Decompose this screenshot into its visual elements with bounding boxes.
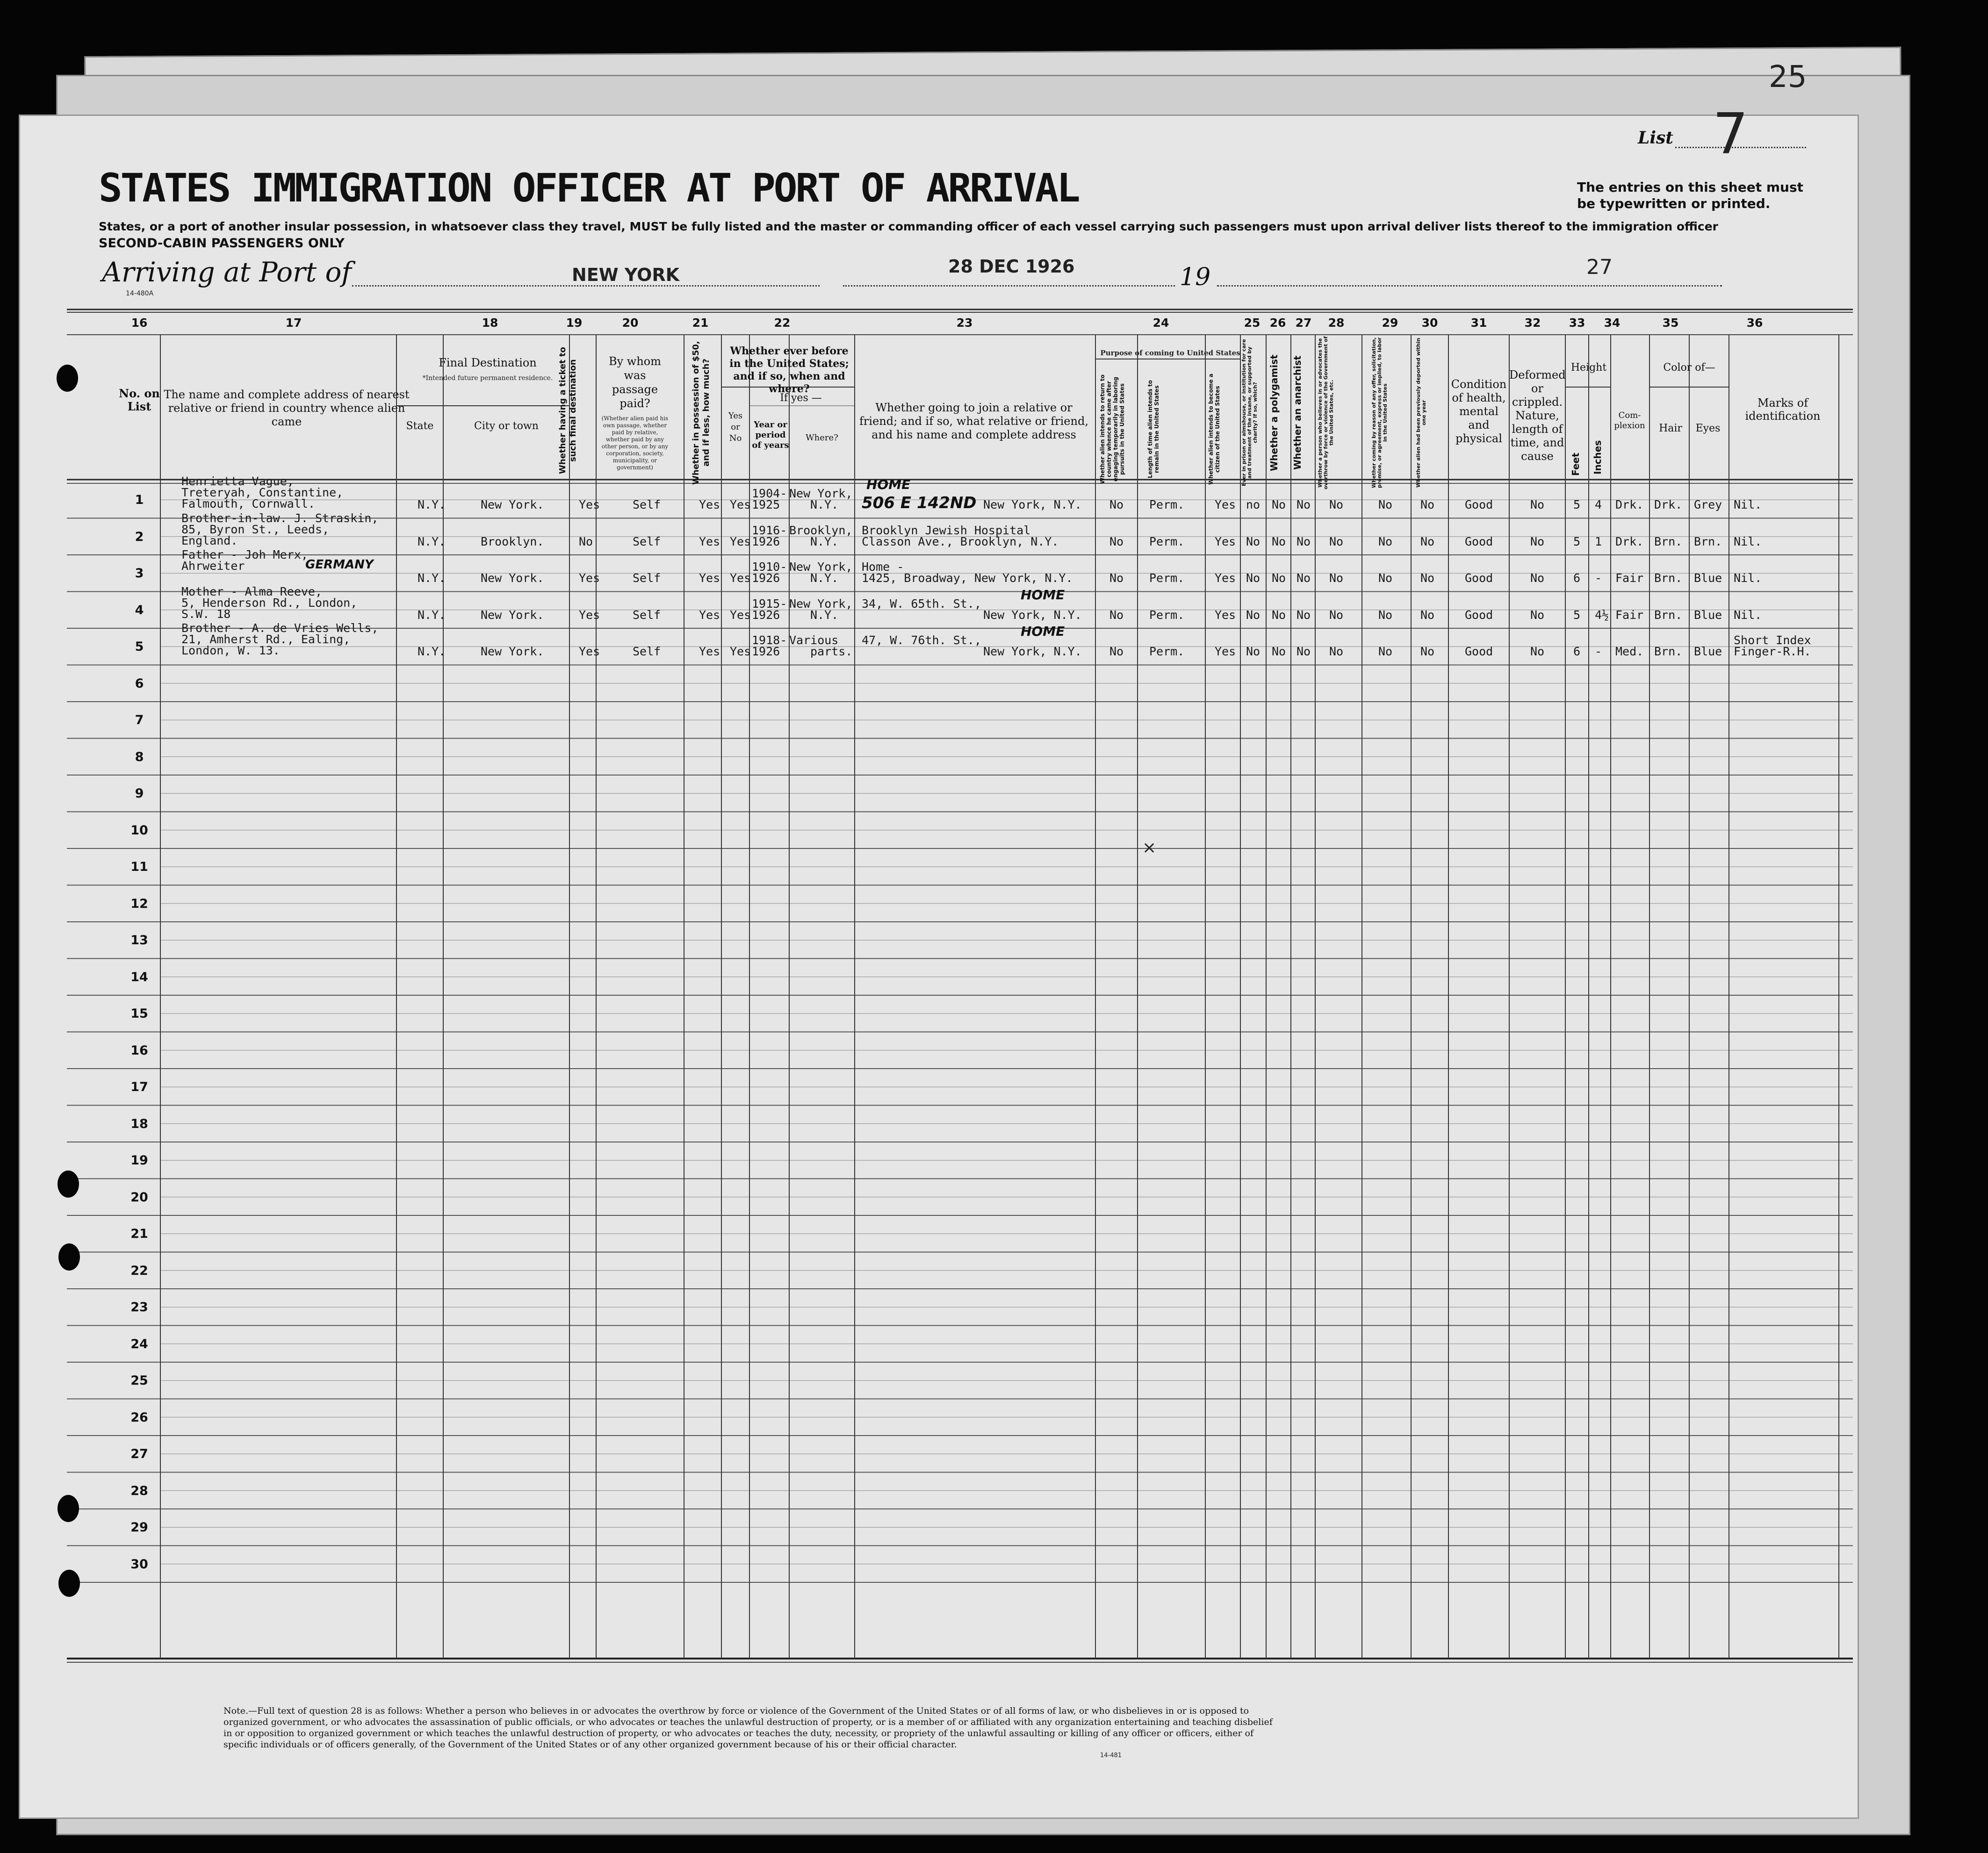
header-purpose-a: Whether alien intends to return to country whence he came after engaging temporarily in laboring pursuits in the United States (1099, 374, 1125, 484)
list-label: List (1638, 128, 1673, 148)
eyes-cell: Blue (1694, 571, 1722, 585)
health-cell: Good (1465, 571, 1493, 585)
column-number: 19 (566, 316, 583, 330)
column-number: 29 (1382, 316, 1398, 330)
coming-reason-cell: No (1378, 498, 1393, 511)
where-cell: Brooklyn, (789, 523, 853, 537)
column-number: 32 (1524, 316, 1541, 330)
years-cell: 1926 (752, 608, 780, 622)
complexion-cell: Drk. (1615, 534, 1644, 548)
column-number: 24 (1152, 316, 1169, 330)
relative-address: 21, Amherst Rd., Ealing, (181, 632, 351, 646)
deformed-cell: No (1530, 534, 1545, 548)
header-overthrow: Whether a person who believes in or advocates the overthrow by force or violence of the Government of the United States, etc. (1317, 336, 1334, 489)
eyes-cell: Blue (1694, 645, 1722, 658)
feet-cell: 6 (1573, 571, 1581, 585)
row-number: 8 (135, 749, 144, 764)
years-cell: 1925 (752, 498, 780, 511)
purpose-return-cell: No (1109, 498, 1124, 511)
ticket-cell: No (579, 534, 593, 548)
overthrow-cell: No (1329, 608, 1344, 622)
anarchist-cell: No (1297, 571, 1311, 585)
where-cell: Various (789, 633, 839, 647)
column-number: 26 (1269, 316, 1286, 330)
row-number: 14 (130, 970, 148, 984)
prison-cell: No (1246, 534, 1261, 548)
ticket-cell: Yes (579, 571, 600, 585)
prison-cell: No (1246, 645, 1261, 658)
column-number: 28 (1328, 316, 1345, 330)
eyes-cell: Grey (1694, 498, 1722, 511)
deported-cell: No (1420, 498, 1435, 511)
overthrow-cell: No (1329, 534, 1344, 548)
polygamist-cell: No (1272, 608, 1286, 622)
relative-address: Falmouth, Cornwall. (181, 497, 315, 510)
deformed-cell: No (1530, 645, 1545, 658)
relative-name: Brother - A. de Vries Wells, (181, 621, 379, 635)
row-number: 17 (130, 1080, 148, 1094)
purpose-length-cell: Perm. (1149, 498, 1185, 511)
relative-address: S.W. 18 (181, 607, 231, 621)
joining-handwritten-address: 506 E 142ND (862, 494, 977, 512)
header-marks: Marks of identification (1745, 396, 1821, 423)
footnote-form-number: 14-481 (1100, 1752, 1122, 1759)
overthrow-cell: No (1329, 498, 1344, 511)
relative-address: 85, Byron St., Leeds, (181, 522, 330, 536)
row-number: 23 (130, 1300, 148, 1314)
years-cell: 1926 (752, 571, 780, 585)
state-cell: N.Y. (418, 498, 446, 511)
polygamist-cell: No (1272, 498, 1286, 511)
header-anarchist: Whether an anarchist (1292, 355, 1303, 470)
row-number: 26 (130, 1410, 148, 1425)
arriving-label: Arriving at Port of (102, 256, 352, 288)
row-number: 21 (130, 1227, 148, 1241)
header-passage-paid-note: (Whether alien paid his own passage, whether paid by relative, whether paid by any other person, or by any corporation, society, municipality, or government) (601, 415, 669, 471)
inches-cell: 4 (1595, 498, 1602, 511)
row-number: 20 (130, 1190, 148, 1205)
ever-before-cell: Yes (730, 608, 751, 622)
date-underline (843, 285, 1175, 287)
money-cell: Yes (699, 645, 720, 658)
year-underline (1217, 285, 1722, 287)
header-purpose: Purpose of coming to United States (1100, 349, 1240, 357)
joining-address: Brooklyn Jewish Hospital (862, 523, 1031, 537)
row-number: 7 (135, 713, 144, 727)
joining-address: Classon Ave., Brooklyn, N.Y. (862, 534, 1059, 548)
header-prison: Ever in prison or almshouse, or institution for care and treatment of the insane, or supported by charity? If so, which? (1241, 339, 1258, 487)
health-cell: Good (1465, 498, 1493, 511)
purpose-citizen-cell: Yes (1215, 571, 1236, 585)
feet-cell: 5 (1573, 498, 1581, 511)
header-feet: Feet (1570, 452, 1581, 476)
relative-address: England. (181, 533, 238, 547)
coming-reason-cell: No (1378, 645, 1393, 658)
polygamist-cell: No (1272, 534, 1286, 548)
money-cell: Yes (699, 571, 720, 585)
joining-address: Home - (862, 560, 904, 574)
binding-hole (58, 1495, 79, 1522)
column-number: 23 (956, 316, 973, 330)
anarchist-cell: No (1297, 498, 1311, 511)
column-number: 17 (285, 316, 302, 330)
state-cell: N.Y. (418, 571, 446, 585)
where-cell: New York, (789, 596, 853, 610)
binding-hole (58, 1243, 80, 1271)
polygamist-cell: No (1272, 571, 1286, 585)
header-deformed: Deformed or crippled. Nature, length of time, and cause (1509, 368, 1566, 463)
port-name: NEW YORK (572, 265, 680, 285)
row-number: 3 (135, 566, 144, 581)
city-cell: New York. (481, 645, 544, 658)
binding-hole (57, 365, 78, 392)
money-cell: Yes (699, 608, 720, 622)
relative-name: Father - Joh Merx, (181, 548, 308, 561)
passage-paid-cell: Self (633, 534, 661, 548)
row-number: 11 (130, 860, 148, 874)
hair-cell: Brn. (1654, 645, 1683, 658)
row-number: 5 (135, 639, 144, 654)
years-cell: 1926 (752, 534, 780, 548)
years-cell: 1910- (752, 560, 787, 574)
header-deported: Whether alien had been previously deported within one year (1415, 338, 1427, 488)
hair-cell: Brn. (1654, 534, 1683, 548)
row-number: 22 (130, 1263, 148, 1278)
marks-cell: Nil. (1734, 571, 1762, 585)
polygamist-cell: No (1272, 645, 1286, 658)
purpose-citizen-cell: Yes (1215, 645, 1236, 658)
column-number: 16 (131, 316, 148, 330)
city-cell: New York. (481, 571, 544, 585)
purpose-citizen-cell: Yes (1215, 534, 1236, 548)
complexion-cell: Med. (1615, 645, 1644, 658)
row-number: 25 (130, 1373, 148, 1388)
row-number: 1 (135, 493, 144, 507)
column-number: 25 (1244, 316, 1261, 330)
purpose-length-cell: Perm. (1149, 645, 1185, 658)
column-number: 34 (1604, 316, 1621, 330)
deformed-cell: No (1530, 608, 1545, 622)
passage-paid-cell: Self (633, 608, 661, 622)
passage-paid-cell: Self (633, 571, 661, 585)
column-number: 20 (622, 316, 639, 330)
column-number: 33 (1569, 316, 1585, 330)
marks-cell: Nil. (1734, 608, 1762, 622)
binding-hole (58, 1570, 80, 1597)
header-passage-paid: By whom was passage paid? (608, 355, 662, 410)
relative-address: London, W. 13. (181, 644, 280, 657)
feet-cell: 5 (1573, 534, 1581, 548)
years-cell: 1918- (752, 633, 787, 647)
prison-cell: No (1246, 608, 1261, 622)
relative-address: 5, Henderson Rd., London, (181, 596, 358, 610)
row-number: 29 (130, 1520, 148, 1535)
ever-before-cell: Yes (730, 498, 751, 511)
header-coming-reason: Whether coming by reason of any offer, solicitation, promise, or agreement, express or implied, to labor in the United States (1371, 337, 1388, 488)
header-condition: Condition of health, mental and physical (1451, 378, 1507, 445)
row-number: 18 (130, 1116, 148, 1131)
ever-before-cell: Yes (730, 571, 751, 585)
header-relative: The name and complete address of nearest relative or friend in country whence alien came (164, 388, 410, 428)
feet-cell: 5 (1573, 608, 1581, 622)
feet-cell: 6 (1573, 645, 1581, 658)
hair-cell: Brn. (1654, 571, 1683, 585)
passage-paid-cell: Self (633, 498, 661, 511)
health-cell: Good (1465, 608, 1493, 622)
deported-cell: No (1420, 645, 1435, 658)
header-ticket: Whether having a ticket to such final destination (558, 347, 578, 474)
header-hair: Hair (1659, 423, 1682, 434)
row-number: 10 (130, 823, 148, 838)
where-cell: New York, (789, 560, 853, 574)
money-cell: Yes (699, 498, 720, 511)
where-cell: New York, (789, 487, 853, 500)
purpose-return-cell: No (1109, 608, 1124, 622)
deformed-cell: No (1530, 498, 1545, 511)
purpose-return-cell: No (1109, 645, 1124, 658)
row-number: 2 (135, 529, 144, 544)
header-where: Where? (806, 433, 838, 443)
row-number: 24 (130, 1336, 148, 1351)
relative-name: Brother-in-law. J. Straskin, (181, 511, 379, 525)
money-cell: Yes (699, 534, 720, 548)
header-complexion: Com-plexion (1614, 410, 1645, 431)
health-cell: Good (1465, 534, 1493, 548)
row-number: 13 (130, 933, 148, 948)
typewritten-note-2: be typewritten or printed. (1577, 196, 1771, 211)
health-cell: Good (1465, 645, 1493, 658)
purpose-return-cell: No (1109, 571, 1124, 585)
footnote-question-28: Note.—Full text of question 28 is as follows: Whether a person who believes in or advocates the overthrow by force or violence of the Government of the United States or of all forms of law, or who disbelieves in or is opposed to organized government, or who advocates the assassination of public officials, or who advocates or teaches the unlawful destruction of property, or is a member of or affiliated with any organization entertaining and teaching disbelief in or opposition to organized government or which teaches the unlawful destruction of property, or who advocates or teaches the duty, necessity, or propriety of the unlawful assaulting or killing of any officer or officers, either of specific individuals or of officers generally, of the Government of the United States or of any other organized government because of his or their official character. (223, 1706, 1273, 1750)
header-joining: Whether going to join a relative or friend; and if so, what relative or friend, and his name and complete address (859, 401, 1088, 441)
purpose-citizen-cell: Yes (1215, 498, 1236, 511)
header-final-destination-note: *Intended future permanent residence. (422, 374, 553, 382)
purpose-length-cell: Perm. (1149, 571, 1185, 585)
purpose-length-cell: Perm. (1149, 534, 1185, 548)
overthrow-cell: No (1329, 571, 1344, 585)
header-no-on-list: No. on List (119, 387, 160, 413)
column-number: 30 (1421, 316, 1438, 330)
checkmark-mark: × (1142, 838, 1157, 857)
port-underline (352, 285, 820, 287)
relative-country-handwritten: GERMANY (305, 558, 374, 572)
marks-cell: Nil. (1734, 534, 1762, 548)
passage-paid-cell: Self (633, 645, 661, 658)
city-cell: Brooklyn. (481, 534, 544, 548)
state-cell: N.Y. (418, 608, 446, 622)
coming-reason-cell: No (1378, 534, 1393, 548)
joining-address: New York, N.Y. (983, 498, 1082, 511)
column-number: 36 (1746, 316, 1763, 330)
anarchist-cell: No (1297, 645, 1311, 658)
column-number: 27 (1295, 316, 1312, 330)
year-suffix: 27 (1586, 255, 1613, 279)
header-purpose-b: Length of time alien intends to remain in the United States (1147, 380, 1160, 478)
relative-address: Ahrweiter (181, 559, 245, 573)
manifest-sheet (19, 60, 1859, 1819)
anarchist-cell: No (1297, 534, 1311, 548)
form-number: 14-480A (126, 290, 154, 297)
header-if-yes: If yes — (780, 392, 822, 404)
complexion-cell: Fair (1615, 608, 1644, 622)
header-city: City or town (474, 420, 539, 432)
joining-handwritten: HOME (1021, 624, 1065, 639)
corner-number: 25 (1769, 60, 1807, 94)
list-number: 7 (1713, 102, 1749, 167)
where-cell: N.Y. (810, 608, 839, 622)
purpose-citizen-cell: Yes (1215, 608, 1236, 622)
header-ever-before: Whether ever before in the United States; and if so, when and where? (729, 345, 849, 395)
header-eyes: Eyes (1695, 423, 1721, 434)
where-cell: N.Y. (810, 498, 839, 511)
years-cell: 1904- (752, 487, 787, 500)
state-cell: N.Y. (418, 645, 446, 658)
inches-cell: 4½ (1595, 608, 1609, 622)
header-height: Height (1570, 362, 1607, 373)
joining-handwritten: HOME (866, 477, 911, 492)
eyes-cell: Blue (1694, 608, 1722, 622)
years-cell: 1926 (752, 645, 780, 658)
joining-address: 1425, Broadway, New York, N.Y. (862, 571, 1073, 585)
binding-hole (58, 1171, 79, 1198)
hair-cell: Drk. (1654, 498, 1683, 511)
inches-cell: - (1595, 645, 1602, 658)
date-stamp: 28 DEC 1926 (948, 256, 1075, 277)
header-money: Whether in possession of $50, and if less, how much? (691, 341, 711, 485)
marks-cell: Short Index (1734, 633, 1811, 647)
relative-name: Henrietta Vague, (181, 474, 294, 488)
year-prefix: 19 (1180, 263, 1211, 291)
coming-reason-cell: No (1378, 571, 1393, 585)
joining-address: New York, N.Y. (983, 645, 1082, 658)
years-cell: 1915- (752, 596, 787, 610)
row-number: 4 (135, 603, 144, 618)
hair-cell: Brn. (1654, 608, 1683, 622)
joining-address: 47, W. 76th. St., (862, 633, 981, 647)
column-number: 35 (1662, 316, 1679, 330)
ever-before-cell: Yes (730, 645, 751, 658)
marks-cell: Nil. (1734, 498, 1762, 511)
deported-cell: No (1420, 571, 1435, 585)
cabin-class: SECOND-CABIN PASSENGERS ONLY (99, 236, 345, 251)
row-number: 27 (130, 1447, 148, 1461)
years-cell: 1916- (752, 523, 787, 537)
joining-address: New York, N.Y. (983, 608, 1082, 622)
typewritten-note-1: The entries on this sheet must (1577, 180, 1804, 195)
column-number: 22 (774, 316, 791, 330)
inches-cell: 1 (1595, 534, 1602, 548)
row-number: 6 (135, 676, 144, 691)
row-number: 19 (130, 1153, 148, 1168)
complexion-cell: Fair (1615, 571, 1644, 585)
row-number: 30 (130, 1557, 148, 1572)
deported-cell: No (1420, 608, 1435, 622)
prison-cell: No (1246, 571, 1261, 585)
where-cell: N.Y. (810, 534, 839, 548)
header-final-destination: Final Destination (439, 356, 537, 369)
column-number: 18 (482, 316, 498, 330)
deported-cell: No (1420, 534, 1435, 548)
row-number: 15 (130, 1006, 148, 1021)
column-number: 21 (692, 316, 709, 330)
header-purpose-c: Whether alien intends to become a citizen of the United States (1208, 373, 1221, 485)
deformed-cell: No (1530, 571, 1545, 585)
row-number: 9 (135, 786, 144, 801)
page-title: STATES IMMIGRATION OFFICER AT PORT OF ARRIVAL (99, 165, 1079, 211)
complexion-cell: Drk. (1615, 498, 1644, 511)
relative-name: Mother - Alma Reeve, (181, 584, 323, 598)
anarchist-cell: No (1297, 608, 1311, 622)
prison-cell: no (1246, 498, 1261, 511)
row-number: 16 (130, 1043, 148, 1058)
where-cell: N.Y. (810, 571, 839, 585)
purpose-length-cell: Perm. (1149, 608, 1185, 622)
eyes-cell: Brn. (1694, 534, 1722, 548)
joining-address: 34, W. 65th. St., (862, 596, 981, 610)
marks-cell: Finger-R.H. (1734, 645, 1811, 658)
relative-address: Treteryah, Constantine, (181, 486, 344, 499)
ticket-cell: Yes (579, 498, 600, 511)
header-state: State (406, 420, 434, 432)
ticket-cell: Yes (579, 645, 600, 658)
instruction-text: States, or a port of another insular possession, in whatsoever class they travel, MUST be fully listed and the master or commanding officer of each vessel carrying such passengers must upon arrival deliver lists thereof to the immigration officer (99, 220, 1719, 233)
purpose-return-cell: No (1109, 534, 1124, 548)
inches-cell: - (1595, 571, 1602, 585)
where-cell: parts. (810, 645, 853, 658)
row-number: 12 (130, 896, 148, 911)
city-cell: New York. (481, 498, 544, 511)
ticket-cell: Yes (579, 608, 600, 622)
city-cell: New York. (481, 608, 544, 622)
header-inches: Inches (1592, 440, 1603, 474)
header-yes-or-no: Yes or No (728, 411, 743, 443)
header-years: Year or period of years (752, 420, 789, 450)
joining-handwritten: HOME (1021, 587, 1065, 603)
column-number: 31 (1470, 316, 1487, 330)
ever-before-cell: Yes (730, 534, 751, 548)
header-polygamist: Whether a polygamist (1268, 354, 1280, 471)
state-cell: N.Y. (418, 534, 446, 548)
coming-reason-cell: No (1378, 608, 1393, 622)
overthrow-cell: No (1329, 645, 1344, 658)
header-color-of: Color of— (1663, 362, 1715, 373)
row-number: 28 (130, 1483, 148, 1498)
